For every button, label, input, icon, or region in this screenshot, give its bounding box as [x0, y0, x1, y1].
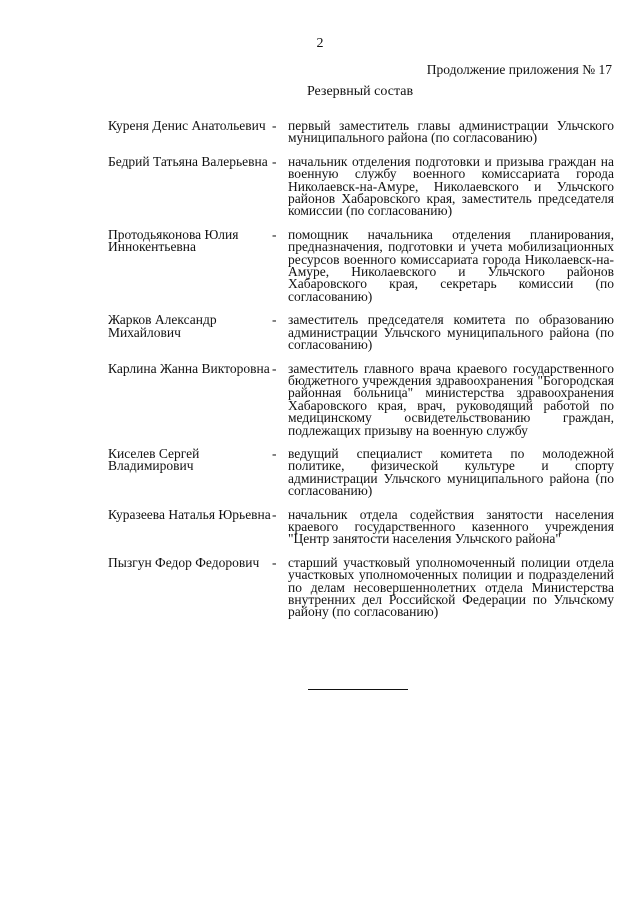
member-dash: -: [272, 226, 277, 242]
section-title: Резервный состав: [306, 84, 414, 99]
member-list: [108, 120, 614, 619]
member-name: Протодьяконова Юлия Иннокентьевна: [108, 226, 239, 255]
member-row: [108, 314, 614, 351]
member-dash: -: [272, 360, 277, 376]
member-name: Куреня Денис Анатольевич: [108, 118, 266, 133]
member-dash: -: [272, 445, 277, 461]
member-role: заместитель главного врача краевого государственного бюджетного учреждения здравоохранения "Богородская районная больница" министерства здравоохранения Хабаровского края, врач, руководящий работой по медицинскому освидетельствованию граждан, подлежащих призыву на военную службу: [288, 360, 614, 438]
member-dash: -: [272, 153, 277, 169]
member-name: Жарков Александр Михайлович: [108, 312, 217, 340]
member-row: [108, 445, 614, 499]
member-name: Куразеева Наталья Юрьевна: [108, 506, 271, 522]
member-row: [108, 506, 614, 547]
member-dash: -: [272, 506, 277, 522]
member-role: ведущий специалист комитета по молодежной политике, физической культуре и спорту администрации Ульчского муниципального района (по согласованию): [288, 445, 614, 499]
member-row: [108, 153, 614, 219]
appendix-note: Продолжение приложения № 17: [426, 62, 612, 77]
page-number: 2: [316, 36, 324, 51]
member-row: [108, 120, 614, 145]
member-row: [108, 360, 614, 438]
member-role: начальник отдела содействия занятости населения краевого государственного казенного учреждения "Центр занятости населения Ульчского района": [288, 506, 614, 547]
member-role: старший участковый уполномоченный полиции отдела участковых уполномоченных полиции и подразделений по делам несовершеннолетних отдела Министерства внутренних дел Российской Федерации по Ульчскому району (по согласованию): [288, 554, 614, 620]
member-role: начальник отделения подготовки и призыва граждан на военную службу военного комиссариата города Николаевск-на-Амуре, Николаевского и Ульчского районов Хабаровского края, заместитель председателя комиссии (по согласованию): [288, 153, 614, 219]
member-dash: -: [272, 118, 277, 133]
member-role: заместитель председателя комитета по образованию администрации Ульчского муниципального района (по согласованию): [288, 312, 614, 353]
member-name: Киселев Сергей Владимирович: [108, 445, 200, 474]
member-name: Бедрий Татьяна Валерьевна: [108, 153, 268, 169]
member-name: Карлина Жанна Викторовна: [108, 360, 270, 376]
member-dash: -: [272, 312, 277, 328]
member-role: первый заместитель главы администрации Ульчского муниципального района (по согласованию): [288, 118, 614, 146]
member-row: [108, 554, 614, 620]
member-role: помощник начальника отделения планирования, предназначения, подготовки и учета мобилизационных ресурсов военного комиссариата города Николаевск-на-Амуре, Николаевского и Ульчского районов Хабаровского края, секретарь комиссии (по согласованию): [288, 226, 614, 304]
member-name: Пызгун Федор Федорович: [108, 554, 260, 570]
closing-rule: [308, 689, 408, 690]
member-dash: -: [272, 554, 277, 570]
member-row: [108, 226, 614, 304]
